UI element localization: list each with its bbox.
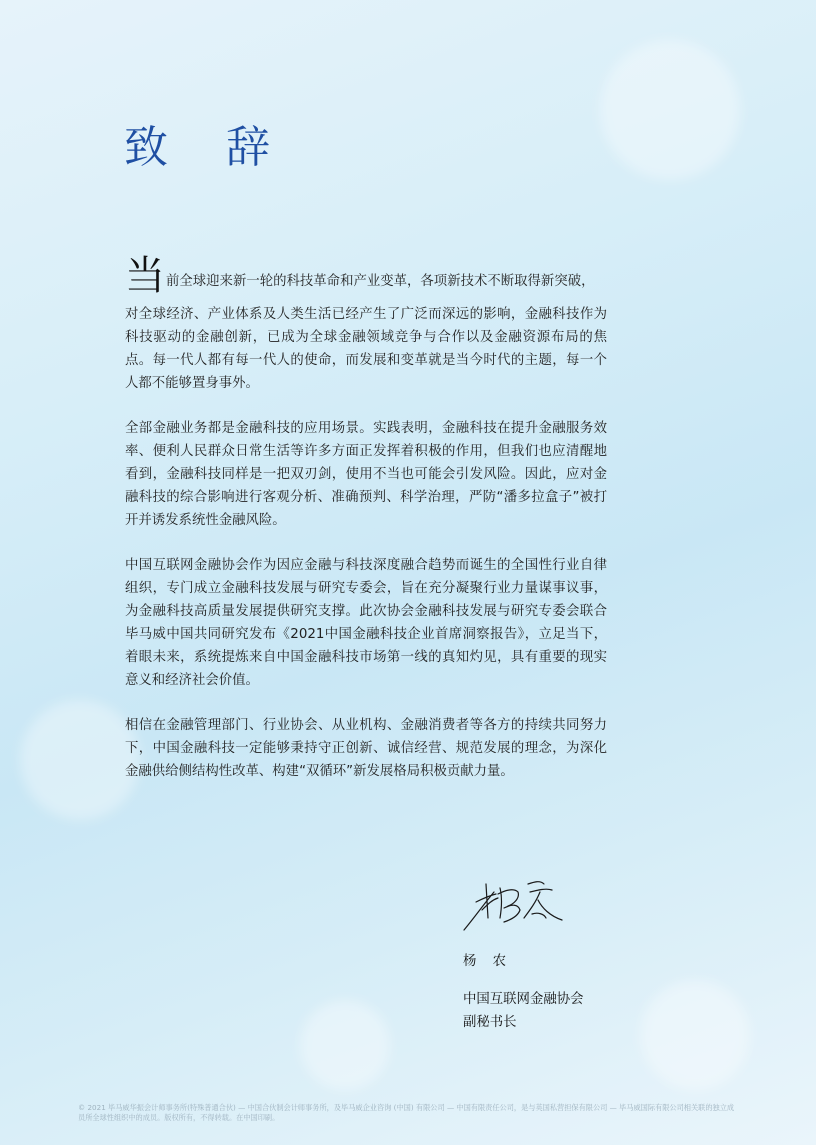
signature-block bbox=[463, 950, 584, 1034]
intro-rest-text: 对全球经济、产业体系及人类生活已经产生了广泛而深远的影响，金融科技作为科技驱动的金融创新，已成为全球金融领域竞争与合作以及金融资源布局的焦点。每一代人都有每一代人的使命，而发展和变革就是当今时代的主题，每一个人都不能够置身事外。 bbox=[125, 307, 607, 391]
speech-body bbox=[125, 253, 607, 805]
copyright-footer: © 2021 毕马威华振会计师事务所(特殊普通合伙) — 中国合伙制会计师事务所，及毕马威企业咨询 (中国) 有限公司 — 中国有限责任公司，是与英国私营担保有限公司 — 毕马威国际有限公司相关联的独立成员所全球性组织中的成员。版权所有，不得转载。在中国印刷。 bbox=[78, 1103, 735, 1122]
intro-first-line bbox=[125, 253, 607, 299]
body-paragraph: 全部金融业务都是金融科技的应用场景。实践表明，金融科技在提升金融服务效率、便利人民群众日常生活等许多方面正发挥着积极的作用，但我们也应清醒地看到，金融科技同样是一把双刃剑，使用不当也可能会引发风险。因此，应对金融科技的综合影响进行客观分析、准确预判、科学治理，严防“潘多拉盒子”被打开并诱发系统性金融风险。 bbox=[125, 421, 607, 528]
background-bokeh bbox=[600, 40, 740, 180]
body-paragraph: 相信在金融管理部门、行业协会、从业机构、金融消费者等各方的持续共同努力下，中国金融科技一定能够秉持守正创新、诚信经营、规范发展的理念，为深化金融供给侧结构性改革、构建“双循环”新发展格局积极贡献力量。 bbox=[125, 718, 607, 779]
background-bokeh bbox=[640, 980, 750, 1090]
background-bokeh bbox=[20, 700, 140, 820]
signatory-name: 杨 农 bbox=[463, 954, 513, 969]
background-bokeh bbox=[300, 1000, 390, 1090]
signatory-position: 副秘书长 bbox=[463, 1015, 517, 1030]
page-title: 致 辞 bbox=[124, 122, 292, 173]
body-paragraph: 中国互联网金融协会作为因应金融与科技深度融合趋势而诞生的全国性行业自律组织，专门成立金融科技发展与研究专委会，旨在充分凝聚行业力量谋事议事，为金融科技高质量发展提供研究支撑。此次协会金融科技发展与研究专委会联合毕马威中国共同研究发布《2021中国金融科技企业首席洞察报告》，立足当下，着眼未来，系统提炼来自中国金融科技市场第一线的真知灼见，具有重要的现实意义和经济社会价值。 bbox=[125, 558, 607, 688]
drop-cap: 当 bbox=[125, 253, 165, 299]
intro-paragraph bbox=[125, 253, 607, 395]
handwritten-signature bbox=[458, 874, 568, 936]
signatory-organization: 中国互联网金融协会 bbox=[463, 992, 584, 1007]
intro-first-line-text: 前全球迎来新一轮的科技革命和产业变革，各项新技术不断取得新突破， bbox=[166, 274, 595, 289]
